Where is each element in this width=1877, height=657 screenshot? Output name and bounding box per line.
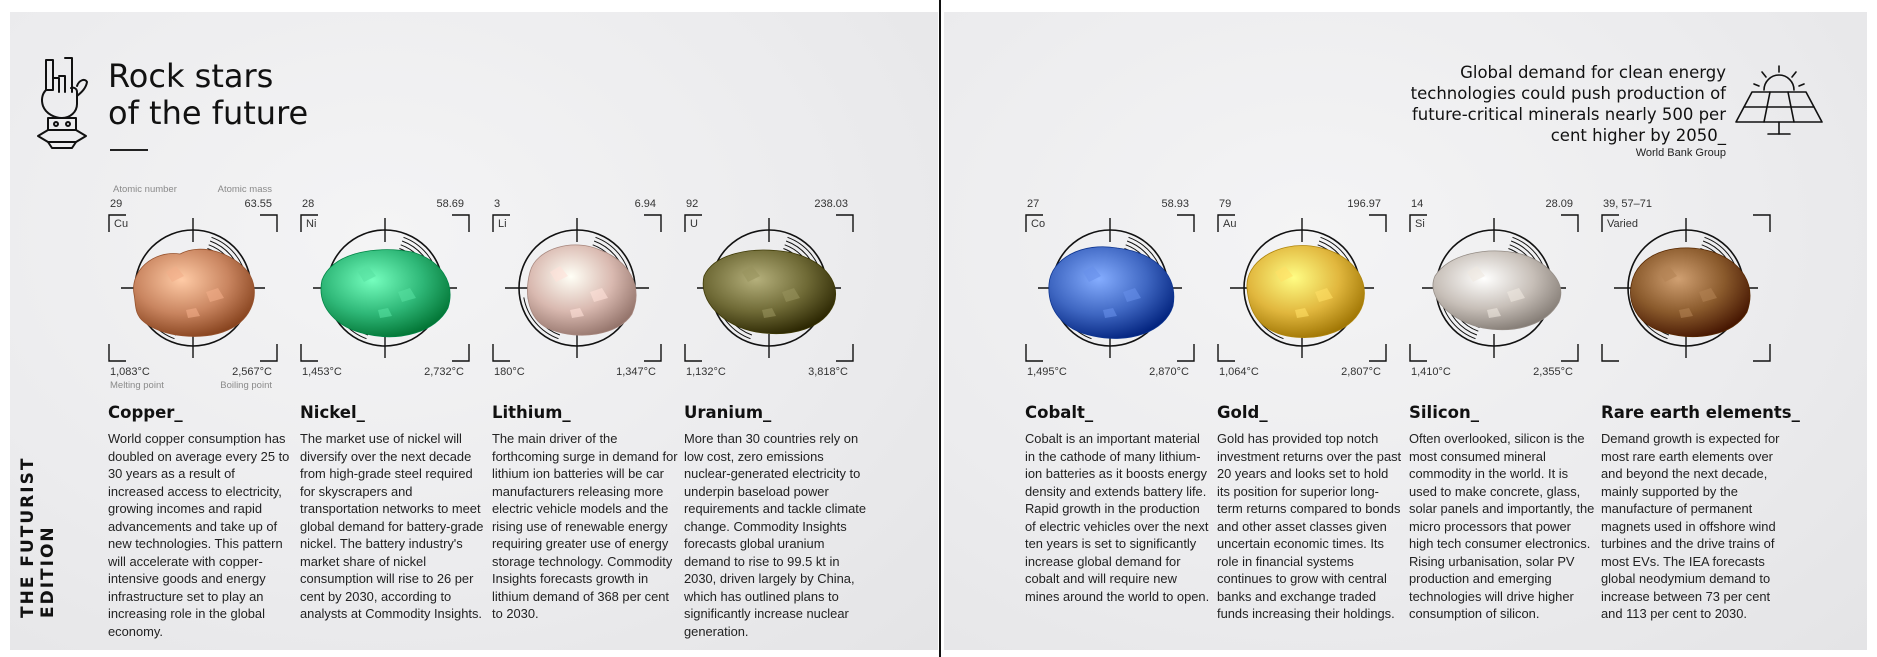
element-bottom-labels: [492, 362, 662, 392]
melting-point: 1,495°C: [1027, 366, 1067, 378]
pull-quote: Global demand for clean energy technologies could push production of future-critical minerals nearly 500 per cent higher by 2050_: [1410, 63, 1726, 145]
title-line-2: of the future: [108, 94, 309, 132]
boiling-point: 2,870°C: [1149, 366, 1189, 378]
element-description: The market use of nickel will diversify over the next decade from high-grade steel required for skyscrapers and transportation networks to meet global demand for battery-grade nickel. The battery industry's market share of nickel consumption will rise to 26 per cent by 2030, according to analysts at Commodity Insights.: [300, 431, 484, 621]
atomic-number: 92: [686, 198, 699, 210]
atomic-mass: 238.03: [814, 198, 848, 210]
boiling-point: 2,807°C: [1341, 366, 1381, 378]
element-top-labels: [492, 186, 662, 214]
atomic-mass-caption: Atomic mass: [217, 184, 272, 195]
atomic-number: 39, 57–71: [1603, 198, 1652, 210]
element-symbol: Au: [1223, 218, 1237, 230]
element-description: Often overlooked, silicon is the most consumed mineral commodity in the world. It is used to make concrete, glass, solar panels and importantly, the micro processors that power high tech consumer electronics. Rising urbanisation, solar PV production and emerging technologies will drive higher consumption of silicon.: [1409, 431, 1595, 621]
element-bottom-labels: [1217, 362, 1387, 392]
melting-point: 180°C: [494, 366, 525, 378]
title-underline: [110, 149, 148, 151]
title-line-1: Rock stars: [108, 57, 274, 95]
element-symbol: Cu: [114, 218, 129, 230]
element-name: Cobalt_: [1025, 403, 1094, 422]
atomic-number: 3: [494, 198, 501, 210]
mineral-specimen: [116, 232, 270, 342]
specimen-reticle: [1025, 214, 1195, 362]
element-bottom-labels: [1601, 362, 1771, 392]
specimen-reticle: [684, 214, 854, 362]
element-bottom-labels: [1025, 362, 1195, 392]
mineral-specimen: [1033, 232, 1187, 342]
mineral-specimen: [1417, 232, 1571, 342]
atomic-mass: 6.94: [634, 198, 656, 210]
element-card: [1409, 186, 1579, 392]
element-description: Gold has provided top notch investment returns over the past 20 years and looks set to hold its position for superior long-term returns compared to bonds and other asset classes given uncertain economic times. Its role in financial systems continues to grow with central banks and exchange traded funds increasing their holdings.: [1217, 431, 1402, 621]
mineral-specimen: [1225, 232, 1379, 342]
element-card: [1025, 186, 1195, 392]
page-gutter: [939, 0, 941, 657]
element-top-labels: [1409, 186, 1579, 214]
melting-point: 1,083°C: [110, 366, 150, 378]
rock-hand-icon: [34, 54, 96, 152]
element-name: Nickel_: [300, 403, 365, 422]
element-symbol: Varied: [1607, 218, 1638, 230]
melting-point: 1,064°C: [1219, 366, 1259, 378]
element-symbol: Ni: [306, 218, 317, 230]
element-card: [492, 186, 662, 392]
element-name: Silicon_: [1409, 403, 1479, 422]
element-bottom-labels: [1409, 362, 1579, 392]
element-name: Uranium_: [684, 403, 772, 422]
boiling-point-caption: Boiling point: [220, 380, 272, 391]
atomic-number: 27: [1027, 198, 1040, 210]
boiling-point: 2,567°C: [232, 366, 272, 378]
element-symbol: U: [690, 218, 698, 230]
element-top-labels: [1217, 186, 1387, 214]
atomic-mass: 63.55: [244, 198, 272, 210]
boiling-point: 1,347°C: [616, 366, 656, 378]
quote-source: World Bank Group: [1635, 147, 1726, 159]
melting-point: 1,132°C: [686, 366, 726, 378]
specimen-reticle: [108, 214, 278, 362]
element-bottom-labels: [684, 362, 854, 392]
atomic-mass: 28.09: [1545, 198, 1573, 210]
specimen-reticle: [1601, 214, 1771, 362]
element-symbol: Si: [1415, 218, 1425, 230]
element-top-labels: [300, 186, 470, 214]
boiling-point: 2,355°C: [1533, 366, 1573, 378]
element-card: [300, 186, 470, 392]
element-card: [1217, 186, 1387, 392]
element-card: [684, 186, 854, 392]
element-description: The main driver of the forthcoming surge in demand for lithium ion batteries will be car manufacturers releasing more electric vehicle models and the rising use of renewable energy requiring greater use of energy storage technology. Commodity Insights forecasts growth in lithium demand of 368 per cent to 2030.: [492, 431, 678, 621]
element-symbol: Co: [1031, 218, 1046, 230]
edition-label: THE FUTURIST EDITION: [18, 456, 58, 618]
element-top-labels: [1601, 186, 1771, 214]
element-name: Copper_: [108, 403, 183, 422]
element-name: Rare earth elements_: [1601, 403, 1800, 422]
element-bottom-labels: [300, 362, 470, 392]
mineral-specimen: [500, 232, 654, 342]
melting-point-caption: Melting point: [110, 380, 164, 391]
boiling-point: 3,818°C: [808, 366, 848, 378]
mineral-specimen: [692, 232, 846, 342]
element-name: Lithium_: [492, 403, 571, 422]
element-name: Gold_: [1217, 403, 1268, 422]
element-symbol: Li: [498, 218, 507, 230]
specimen-reticle: [1217, 214, 1387, 362]
atomic-number: 79: [1219, 198, 1232, 210]
atomic-number: 14: [1411, 198, 1424, 210]
atomic-mass: 196.97: [1347, 198, 1381, 210]
element-top-labels: [108, 186, 278, 214]
page-title: [108, 58, 308, 132]
solar-panel-icon: [1732, 64, 1826, 138]
element-card: [108, 186, 278, 392]
element-description: More than 30 countries rely on low cost, zero emissions nuclear-generated electricity to underpin baseload power requirements and tackle climate change. Commodity Insights forecasts global uranium demand to rise to 99.5 kt in 2030, driven largely by China, which has outlined plans to significantly increase nuclear generation.: [684, 431, 866, 639]
melting-point: 1,453°C: [302, 366, 342, 378]
atomic-number: 29: [110, 198, 123, 210]
element-bottom-labels: [108, 362, 278, 392]
specimen-reticle: [300, 214, 470, 362]
element-description: Demand growth is expected for most rare earth elements over and beyond the next decade, mainly supported by the manufacture of permanent magnets used in offshore wind turbines and the drive trains of most EVs. The IEA forecasts global neodymium demand to increase between 73 per cent and 113 per cent to 2030.: [1601, 431, 1780, 621]
boiling-point: 2,732°C: [424, 366, 464, 378]
mineral-specimen: [1609, 232, 1763, 342]
atomic-mass: 58.69: [436, 198, 464, 210]
atomic-number: 28: [302, 198, 315, 210]
atomic-number-caption: Atomic number: [113, 184, 177, 195]
specimen-reticle: [1409, 214, 1579, 362]
element-description: Cobalt is an important material in the cathode of many lithium-ion batteries as it boosts energy density and extends battery life. Rapid growth in the production of electric vehicles over the next ten years is set to significantly increase global demand for cobalt and will require new mines around the world to open.: [1025, 431, 1210, 604]
element-top-labels: [1025, 186, 1195, 214]
atomic-mass: 58.93: [1161, 198, 1189, 210]
element-top-labels: [684, 186, 854, 214]
melting-point: 1,410°C: [1411, 366, 1451, 378]
mineral-specimen: [308, 232, 462, 342]
element-card: [1601, 186, 1771, 392]
specimen-reticle: [492, 214, 662, 362]
element-description: World copper consumption has doubled on average every 25 to 30 years as a result of increased access to electricity, growing incomes and rapid advancements and take up of new technologies. This pattern will accelerate with copper-intensive goods and energy infrastructure set to play an increasing role in the global economy.: [108, 431, 290, 639]
